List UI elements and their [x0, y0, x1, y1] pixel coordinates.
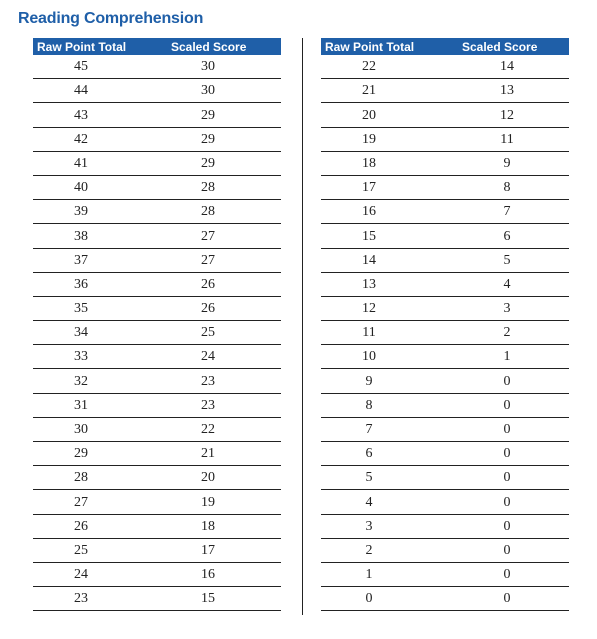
table-row [321, 55, 569, 79]
scaled-score-cell: 30 [201, 83, 215, 99]
table-row [33, 321, 281, 345]
raw-point-total-cell: 44 [74, 83, 88, 99]
raw-point-total-cell: 34 [74, 325, 88, 341]
scaled-score-header: Scaled Score [171, 39, 247, 54]
raw-point-total-cell: 3 [365, 518, 373, 534]
table-body [33, 55, 281, 611]
scaled-score-cell: 28 [201, 204, 215, 220]
scaled-score-cell: 0 [503, 567, 511, 583]
scaled-score-cell: 17 [201, 542, 215, 558]
raw-point-total-cell: 13 [362, 276, 376, 292]
scaled-score-header: Scaled Score [462, 39, 538, 54]
raw-point-total-cell: 32 [74, 373, 88, 389]
table-row [33, 249, 281, 273]
table-row [33, 200, 281, 224]
raw-point-total-cell: 5 [365, 470, 373, 486]
table-row [321, 515, 569, 539]
scaled-score-cell: 0 [503, 591, 511, 607]
scaled-score-cell: 12 [500, 107, 514, 123]
table-row [321, 176, 569, 200]
table-row [321, 224, 569, 248]
raw-point-total-cell: 23 [74, 591, 88, 607]
scaled-score-cell: 25 [201, 325, 215, 341]
table-row [321, 79, 569, 103]
scaled-score-cell: 14 [500, 59, 514, 75]
score-table-right [321, 38, 569, 611]
raw-point-total-cell: 18 [362, 155, 376, 171]
raw-point-total-cell: 17 [362, 180, 376, 196]
scaled-score-cell: 13 [500, 83, 514, 99]
table-row [33, 224, 281, 248]
table-row [33, 539, 281, 563]
table-row [33, 128, 281, 152]
scaled-score-cell: 5 [503, 252, 511, 268]
table-row [321, 466, 569, 490]
scaled-score-cell: 2 [503, 325, 511, 341]
table-row [33, 297, 281, 321]
scaled-score-cell: 28 [201, 180, 215, 196]
raw-point-total-cell: 26 [74, 518, 88, 534]
table-row [321, 490, 569, 514]
table-header [33, 38, 281, 55]
scaled-score-cell: 27 [201, 252, 215, 268]
table-row [33, 515, 281, 539]
scaled-score-cell: 29 [201, 131, 215, 147]
raw-point-total-cell: 25 [74, 542, 88, 558]
table-row [321, 321, 569, 345]
table-row [321, 563, 569, 587]
scaled-score-cell: 27 [201, 228, 215, 244]
table-row [33, 55, 281, 79]
scaled-score-cell: 23 [201, 373, 215, 389]
table-row [33, 79, 281, 103]
scaled-score-cell: 0 [503, 518, 511, 534]
table-row [33, 490, 281, 514]
table-row [33, 103, 281, 127]
raw-point-total-cell: 10 [362, 349, 376, 365]
raw-point-total-cell: 24 [74, 567, 88, 583]
table-row [33, 152, 281, 176]
scaled-score-cell: 0 [503, 422, 511, 437]
raw-point-total-cell: 12 [362, 301, 376, 317]
scaled-score-cell: 0 [503, 446, 511, 462]
raw-point-total-cell: 27 [74, 494, 88, 510]
raw-point-total-cell: 11 [362, 325, 376, 341]
table-row [321, 152, 569, 176]
table-row [321, 442, 569, 466]
table-row [33, 369, 281, 393]
raw-point-total-cell: 29 [74, 446, 88, 462]
scaled-score-cell: 4 [503, 276, 511, 292]
table-row [321, 587, 569, 611]
raw-point-total-cell: 2 [365, 542, 373, 558]
scaled-score-cell: 20 [201, 470, 215, 486]
raw-point-total-cell: 35 [74, 301, 88, 317]
scaled-score-cell: 1 [503, 349, 511, 365]
table-row [33, 345, 281, 369]
raw-point-total-cell: 41 [74, 155, 88, 171]
table-row [33, 563, 281, 587]
raw-point-total-cell: 1 [365, 567, 373, 583]
raw-point-total-cell: 6 [365, 446, 373, 462]
table-row [321, 394, 569, 418]
scaled-score-cell: 15 [201, 591, 215, 607]
scaled-score-cell: 19 [201, 494, 215, 510]
scaled-score-cell: 11 [500, 131, 514, 147]
table-row [321, 103, 569, 127]
scaled-score-cell: 26 [201, 301, 215, 317]
table-row [33, 273, 281, 297]
scaled-score-cell: 16 [201, 567, 215, 583]
table-body [321, 55, 569, 611]
column-divider [302, 38, 303, 615]
scaled-score-cell: 29 [201, 107, 215, 123]
scaled-score-cell: 21 [201, 446, 215, 462]
scaled-score-cell: 0 [503, 373, 511, 389]
raw-point-total-cell: 39 [74, 204, 88, 220]
raw-point-total-cell: 4 [365, 494, 373, 510]
raw-point-total-cell: 22 [362, 59, 376, 75]
raw-point-total-cell: 30 [74, 422, 88, 437]
raw-point-total-cell: 8 [365, 397, 373, 413]
score-table-left [33, 38, 281, 611]
raw-point-total-cell: 37 [74, 252, 88, 268]
scaled-score-cell: 0 [503, 397, 511, 413]
raw-point-total-cell: 9 [365, 373, 373, 389]
scaled-score-cell: 9 [503, 155, 511, 171]
scaled-score-cell: 0 [503, 494, 511, 510]
table-row [321, 249, 569, 273]
scaled-score-cell: 6 [503, 228, 511, 244]
table-row [33, 587, 281, 611]
scaled-score-cell: 24 [201, 349, 215, 365]
scaled-score-cell: 7 [503, 204, 511, 220]
scaled-score-cell: 22 [201, 422, 215, 437]
raw-point-total-cell: 40 [74, 180, 88, 196]
table-row [321, 200, 569, 224]
scaled-score-cell: 23 [201, 397, 215, 413]
table-row [33, 442, 281, 466]
scaled-score-cell: 26 [201, 276, 215, 292]
raw-point-total-cell: 31 [74, 397, 88, 413]
scaled-score-cell: 29 [201, 155, 215, 171]
raw-point-total-cell: 33 [74, 349, 88, 365]
scaled-score-cell: 0 [503, 470, 511, 486]
raw-point-total-cell: 36 [74, 276, 88, 292]
raw-point-total-cell: 16 [362, 204, 376, 220]
scaled-score-cell: 18 [201, 518, 215, 534]
table-row [33, 466, 281, 490]
table-row [321, 128, 569, 152]
table-row [33, 418, 281, 442]
table-row [321, 297, 569, 321]
raw-point-total-cell: 0 [365, 591, 373, 607]
table-row [321, 369, 569, 393]
table-row [321, 418, 569, 442]
scaled-score-cell: 30 [201, 59, 215, 75]
raw-point-total-cell: 45 [74, 59, 88, 75]
table-row [321, 345, 569, 369]
raw-point-total-cell: 19 [362, 131, 376, 147]
table-row [33, 394, 281, 418]
scaled-score-cell: 3 [503, 301, 511, 317]
table-row [321, 273, 569, 297]
raw-point-total-cell: 15 [362, 228, 376, 244]
raw-point-total-cell: 28 [74, 470, 88, 486]
raw-point-total-cell: 43 [74, 107, 88, 123]
table-row [33, 176, 281, 200]
raw-point-total-cell: 42 [74, 131, 88, 147]
table-header [321, 38, 569, 55]
raw-point-total-header: Raw Point Total [325, 39, 415, 54]
page-title: Reading Comprehension [18, 10, 204, 27]
table-row [321, 539, 569, 563]
raw-point-total-cell: 7 [365, 422, 373, 437]
raw-point-total-cell: 14 [362, 252, 376, 268]
scaled-score-cell: 8 [503, 180, 511, 196]
raw-point-total-cell: 20 [362, 107, 376, 123]
scaled-score-cell: 0 [503, 542, 511, 558]
raw-point-total-cell: 38 [74, 228, 88, 244]
raw-point-total-cell: 21 [362, 83, 376, 99]
raw-point-total-header: Raw Point Total [37, 39, 127, 54]
